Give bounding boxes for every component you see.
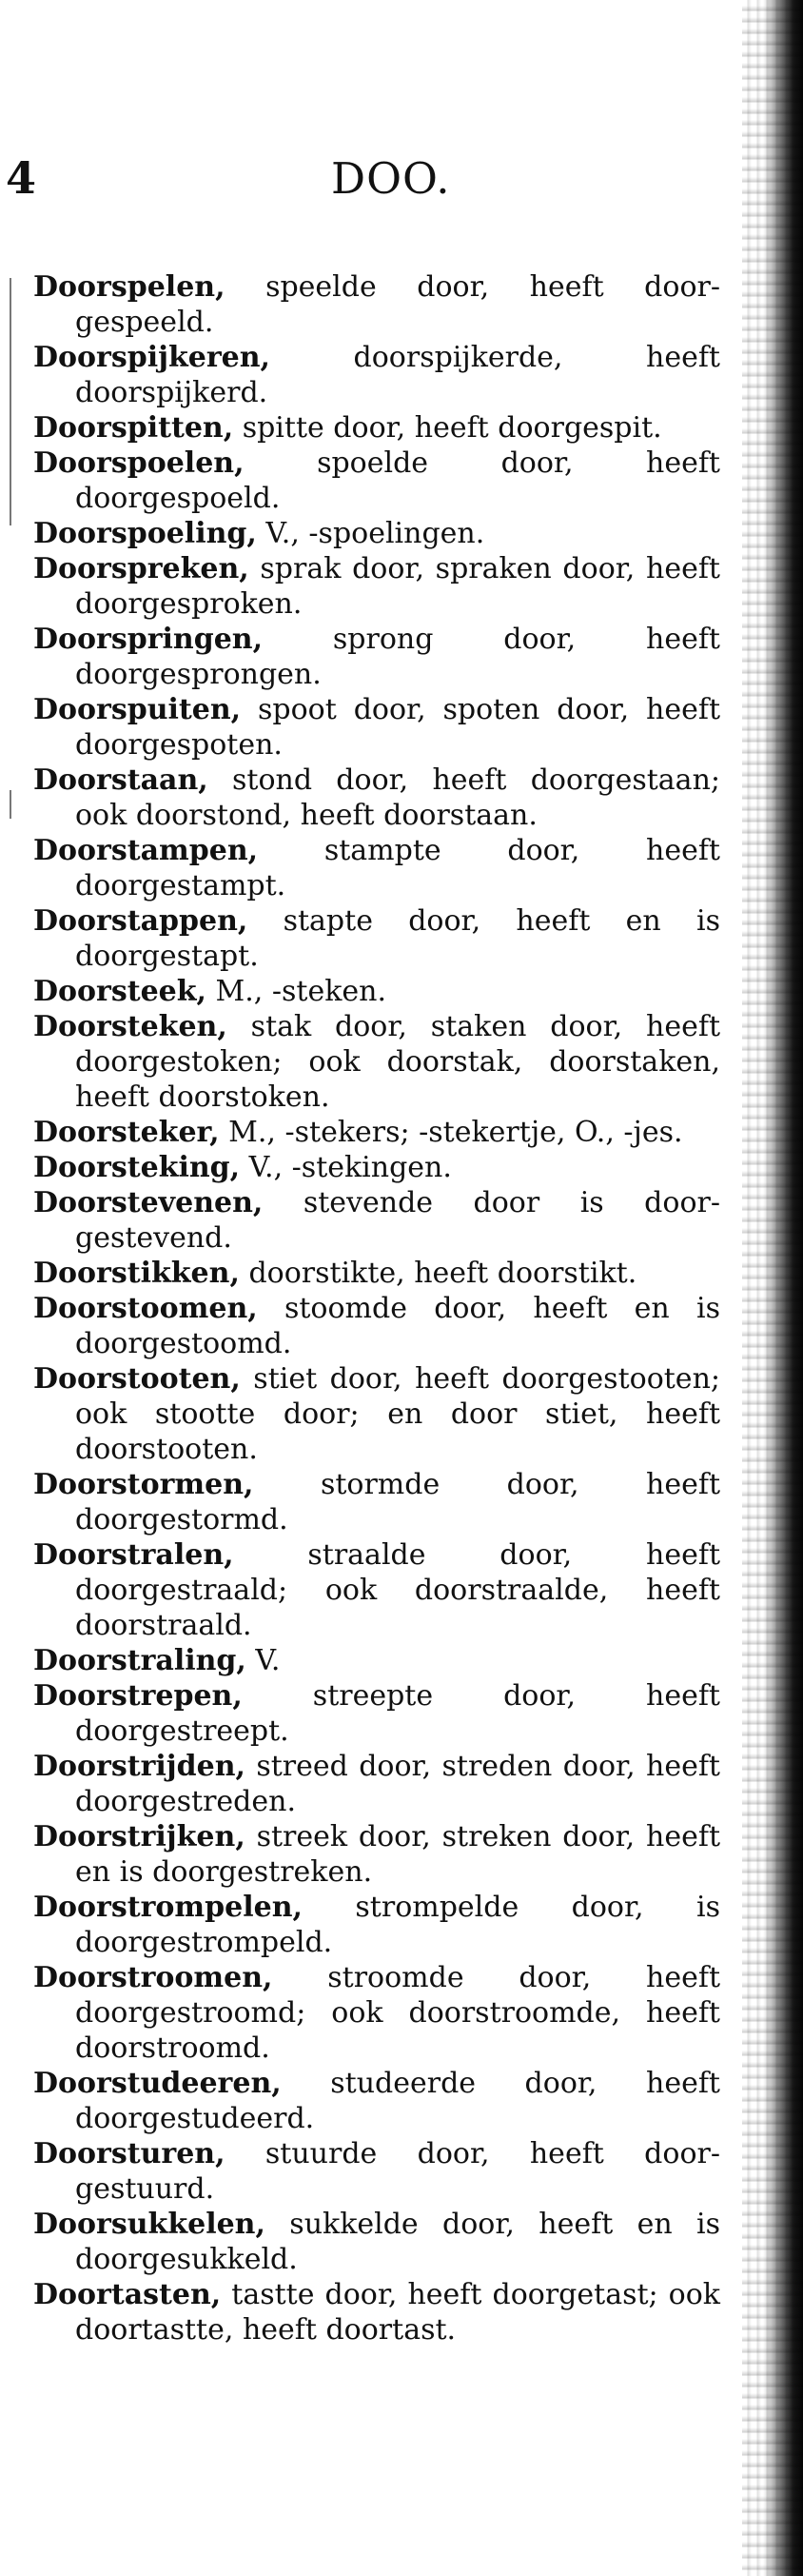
- entry-definition: tastte door, heeft doorgetast; ook doortastte, heeft doortast.: [75, 2278, 720, 2347]
- dictionary-entry: [33, 1537, 720, 1643]
- entry-headword: Doorstaan,: [33, 763, 208, 797]
- entry-headword: Doorspelen,: [33, 270, 225, 304]
- entry-headword: Doorspoeling,: [33, 517, 257, 550]
- entry-definition: M., -stekers; -stekertje, O., -jes.: [219, 1116, 683, 1149]
- entry-definition: V., -spoelingen.: [256, 517, 485, 550]
- entry-headword: Doortasten,: [33, 2278, 222, 2311]
- dictionary-entry: [33, 1749, 720, 1819]
- binding-texture: [742, 0, 803, 2576]
- dictionary-entry: [33, 446, 720, 516]
- entry-headword: Doorsukkelen,: [33, 2208, 265, 2241]
- dictionary-entry: [33, 1890, 720, 1960]
- entry-definition: stoomde door, heeft en is doorgestoomd.: [75, 1292, 720, 1360]
- entry-definition: stampte door, heeft doorgestampt.: [75, 834, 720, 902]
- dictionary-entry: [33, 1960, 720, 2066]
- entry-headword: Doorsteek,: [33, 975, 206, 1008]
- entry-definition: sukkelde door, heeft en is doorgesukkeld.: [75, 2208, 720, 2276]
- entry-headword: Doorsteken,: [33, 1010, 227, 1043]
- entry-headword: Doorspitten,: [33, 411, 234, 445]
- entry-headword: Doorstrijden,: [33, 1750, 245, 1783]
- entry-headword: Doorstappen,: [33, 904, 248, 938]
- dictionary-entry: [33, 833, 720, 903]
- dictionary-entry: [33, 1150, 720, 1185]
- dictionary-entry: [33, 692, 720, 763]
- entry-definition: stevende door is doorgestevend.: [75, 1186, 720, 1255]
- dictionary-entry: [33, 1115, 720, 1150]
- entry-headword: Doorstampen,: [33, 834, 259, 867]
- entry-headword: Doorsteker,: [33, 1116, 220, 1149]
- entry-definition: spitte door, heeft doorgespit.: [233, 411, 662, 445]
- entry-headword: Doorstrompelen,: [33, 1891, 303, 1924]
- entry-headword: Doorstroomen,: [33, 1961, 273, 1994]
- dictionary-entry: [33, 516, 720, 551]
- entry-definition: stiet door, heeft doorgestooten; ook stootte door; en door stiet, heeft doorstooten.: [75, 1362, 720, 1466]
- entry-definition: stond door, heeft doorgestaan; ook doorstond, heeft doorstaan.: [75, 763, 720, 832]
- entry-headword: Doorsteking,: [33, 1151, 241, 1184]
- entry-headword: Doorstraling,: [33, 1644, 246, 1677]
- dictionary-entry: [33, 974, 720, 1009]
- dictionary-entry: [33, 1185, 720, 1256]
- entry-headword: Doorspijkeren,: [33, 341, 270, 374]
- dictionary-entry: [33, 1291, 720, 1361]
- dictionary-entry: [33, 763, 720, 833]
- dictionary-entry: [33, 2066, 720, 2136]
- dictionary-entry: [33, 1256, 720, 1291]
- left-margin-rule: [10, 278, 11, 525]
- dictionary-entry: [33, 269, 720, 340]
- entry-headword: Doorstikken,: [33, 1257, 240, 1290]
- entry-definition: spoot door, spoten door, heeft doorgespoten.: [75, 693, 720, 762]
- entry-headword: Doorspuiten,: [33, 693, 242, 726]
- entry-headword: Doorstralen,: [33, 1538, 234, 1572]
- dictionary-entry: [33, 2207, 720, 2277]
- entry-definition: M., -steken.: [206, 975, 386, 1008]
- entry-definition: speelde door, heeft doorgespeeld.: [75, 270, 720, 339]
- entry-definition: V.: [245, 1644, 281, 1677]
- entry-headword: Doorspoelen,: [33, 446, 245, 480]
- dictionary-entry: [33, 410, 720, 446]
- entry-headword: Doorstoomen,: [33, 1292, 258, 1325]
- entry-headword: Doorstooten,: [33, 1362, 241, 1396]
- dictionary-entry: [33, 1361, 720, 1467]
- entry-definition: stapte door, heeft en is doorgestapt.: [75, 904, 720, 973]
- entry-definition: doorstikte, heeft doorstikt.: [239, 1257, 637, 1290]
- entry-definition: stroomde door, heeft doorgestroomd; ook doorstroomde, heeft doorstroomd.: [75, 1961, 720, 2065]
- entry-headword: Doorstevenen,: [33, 1186, 264, 1219]
- entry-definition: V., -stekingen.: [240, 1151, 452, 1184]
- entry-definition: stuurde door, heeft doorgestuurd.: [75, 2137, 720, 2206]
- entry-definition: stormde door, heeft doorgestormd.: [75, 1468, 720, 1536]
- dictionary-entry: [33, 551, 720, 622]
- entry-definition: streepte door, heeft doorgestreept.: [75, 1679, 720, 1748]
- dictionary-entry: [33, 1678, 720, 1749]
- page-title: DOO.: [331, 153, 451, 204]
- entry-definition: spoelde door, heeft doorgespoeld.: [75, 446, 720, 515]
- entry-headword: Doorspringen,: [33, 623, 264, 656]
- entries-list: [33, 269, 720, 2348]
- dictionary-entry: [33, 1819, 720, 1890]
- entry-headword: Doorstormen,: [33, 1468, 254, 1501]
- dictionary-entry: [33, 2136, 720, 2207]
- entry-headword: Doorspreken,: [33, 552, 249, 585]
- left-margin-rule-secondary: [10, 790, 11, 819]
- dictionary-entry: [33, 1467, 720, 1537]
- entry-definition: straalde door, heeft doorgestraald; ook doorstraalde, heeft doorstraald.: [75, 1538, 720, 1642]
- dictionary-entry: [33, 903, 720, 974]
- dictionary-entry: [33, 340, 720, 410]
- entry-definition: studeerde door, heeft doorgestudeerd.: [75, 2067, 720, 2135]
- entry-headword: Doorstrepen,: [33, 1679, 243, 1713]
- entry-headword: Doorsturen,: [33, 2137, 225, 2170]
- dictionary-entry: [33, 2277, 720, 2348]
- dictionary-entry: [33, 622, 720, 692]
- entry-definition: stak door, staken door, heeft doorgestoken; ook doorstak, doorstaken, heeft doorstoken.: [75, 1010, 720, 1114]
- entry-definition: strompelde door, is doorgestrompeld.: [75, 1891, 720, 1959]
- dictionary-entry: [33, 1009, 720, 1115]
- page-number: 4: [6, 152, 37, 204]
- entry-definition: streed door, streden door, heeft doorgestreden.: [75, 1750, 720, 1818]
- entry-definition: sprak door, spraken door, heeft doorgesproken.: [75, 552, 720, 621]
- entry-definition: sprong door, heeft doorgesprongen.: [75, 623, 720, 691]
- entry-definition: streek door, streken door, heeft en is doorgestreken.: [75, 1820, 720, 1889]
- entry-headword: Doorstudeeren,: [33, 2067, 282, 2100]
- dictionary-entry: [33, 1643, 720, 1678]
- entry-headword: Doorstrijken,: [33, 1820, 245, 1853]
- book-binding-edge: [742, 0, 803, 2576]
- entry-definition: doorspijkerde, heeft doorspijkerd.: [75, 341, 720, 409]
